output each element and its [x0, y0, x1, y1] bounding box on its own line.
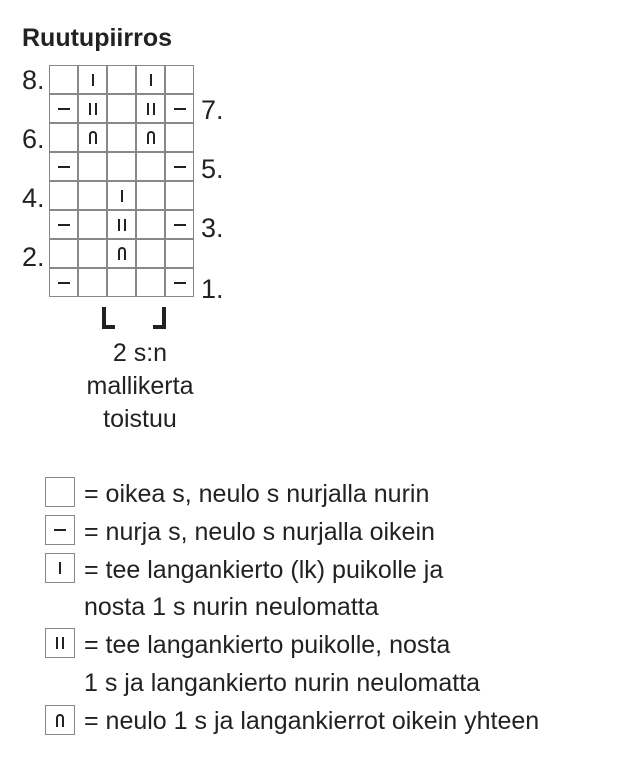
chart-cell-blank [49, 123, 78, 152]
repeat-note [60, 337, 220, 436]
chart-cell-single [107, 181, 136, 210]
double-symbol-icon [118, 219, 126, 231]
chart-cell-blank [136, 152, 165, 181]
legend-symbol-purl [45, 515, 75, 545]
chart-cell-blank [136, 181, 165, 210]
row-label-3: 3. [201, 213, 224, 243]
chart-cell-blank [49, 239, 78, 268]
chart-cell-blank [107, 268, 136, 297]
chart-cell-blank [107, 94, 136, 123]
chart-cell-single [136, 65, 165, 94]
purl-symbol-icon [58, 166, 70, 168]
chart-cell-blank [136, 210, 165, 239]
chart-cell-purl [49, 268, 78, 297]
legend-text-yarnover-slip-cont: nosta 1 s nurin neulomatta [84, 593, 379, 621]
row-label-5: 5. [201, 154, 224, 184]
chart-cell-blank [165, 181, 194, 210]
row-label-6: 6. [22, 124, 45, 154]
double-symbol-icon [89, 103, 97, 115]
purl-symbol-icon [58, 108, 70, 110]
row-label-8: 8. [22, 65, 45, 95]
chart-cell-blank [165, 123, 194, 152]
row-label-4: 4. [22, 183, 45, 213]
purl-symbol-icon [174, 224, 186, 226]
purl-symbol-icon [58, 282, 70, 284]
legend-text-knit: = oikea s, neulo s nurjalla nurin [84, 480, 430, 508]
chart-cell-arch [107, 239, 136, 268]
chart-cell-blank [107, 123, 136, 152]
double-symbol-icon [147, 103, 155, 115]
repeat-note-line: mallikerta [86, 372, 194, 400]
row-label-2: 2. [22, 242, 45, 272]
purl-symbol-icon [174, 108, 186, 110]
legend-text-double-yarnover-cont: 1 s ja langankierto nurin neulomatta [84, 669, 481, 697]
legend-symbol-double-yarnover [45, 628, 75, 658]
chart-cell-double [136, 94, 165, 123]
chart-cell-blank [49, 65, 78, 94]
chart-cell-purl [165, 94, 194, 123]
chart-cell-blank [78, 181, 107, 210]
arch-symbol-icon [89, 131, 97, 144]
legend-text-purl: = nurja s, neulo s nurjalla oikein [84, 518, 435, 546]
chart-cell-arch [136, 123, 165, 152]
legend-text-knit-together: = neulo 1 s ja langankierrot oikein yhteen [84, 707, 540, 735]
chart-cell-blank [165, 239, 194, 268]
chart-title: Ruutupiirros [22, 24, 172, 52]
row-label-7: 7. [201, 95, 224, 125]
legend-text-yarnover-slip: = tee langankierto (lk) puikolle ja [84, 556, 444, 584]
chart-cell-purl [165, 152, 194, 181]
chart-cell-double [78, 94, 107, 123]
chart-cell-blank [165, 65, 194, 94]
chart-cell-arch [78, 123, 107, 152]
repeat-note-line: 2 s:n [112, 339, 168, 367]
purl-symbol-icon [174, 282, 186, 284]
repeat-bracket [99, 305, 169, 331]
chart-cell-purl [49, 152, 78, 181]
legend-symbol-knit-together [45, 705, 75, 735]
chart-cell-purl [165, 210, 194, 239]
purl-symbol-icon [58, 224, 70, 226]
chart-cell-blank [78, 210, 107, 239]
single-symbol-icon [121, 190, 123, 202]
single-symbol-icon [150, 74, 152, 86]
purl-symbol-icon [174, 166, 186, 168]
legend-symbol-knit [45, 477, 75, 507]
chart-cell-blank [78, 239, 107, 268]
chart-cell-blank [49, 181, 78, 210]
chart-cell-blank [136, 239, 165, 268]
chart-cell-purl [165, 268, 194, 297]
legend-text-double-yarnover: = tee langankierto puikolle, nosta [84, 631, 451, 659]
chart-cell-single [78, 65, 107, 94]
chart-cell-purl [49, 210, 78, 239]
chart-cell-blank [107, 65, 136, 94]
arch-symbol-icon [147, 131, 155, 144]
chart-cell-blank [78, 152, 107, 181]
row-label-1: 1. [201, 274, 224, 304]
chart-cell-blank [78, 268, 107, 297]
arch-symbol-icon [118, 247, 126, 260]
chart-cell-blank [107, 152, 136, 181]
single-symbol-icon [92, 74, 94, 86]
chart-cell-double [107, 210, 136, 239]
chart-cell-purl [49, 94, 78, 123]
chart-cell-blank [136, 268, 165, 297]
legend-symbol-yarnover-slip [45, 553, 75, 583]
repeat-note-line: toistuu [103, 405, 177, 433]
